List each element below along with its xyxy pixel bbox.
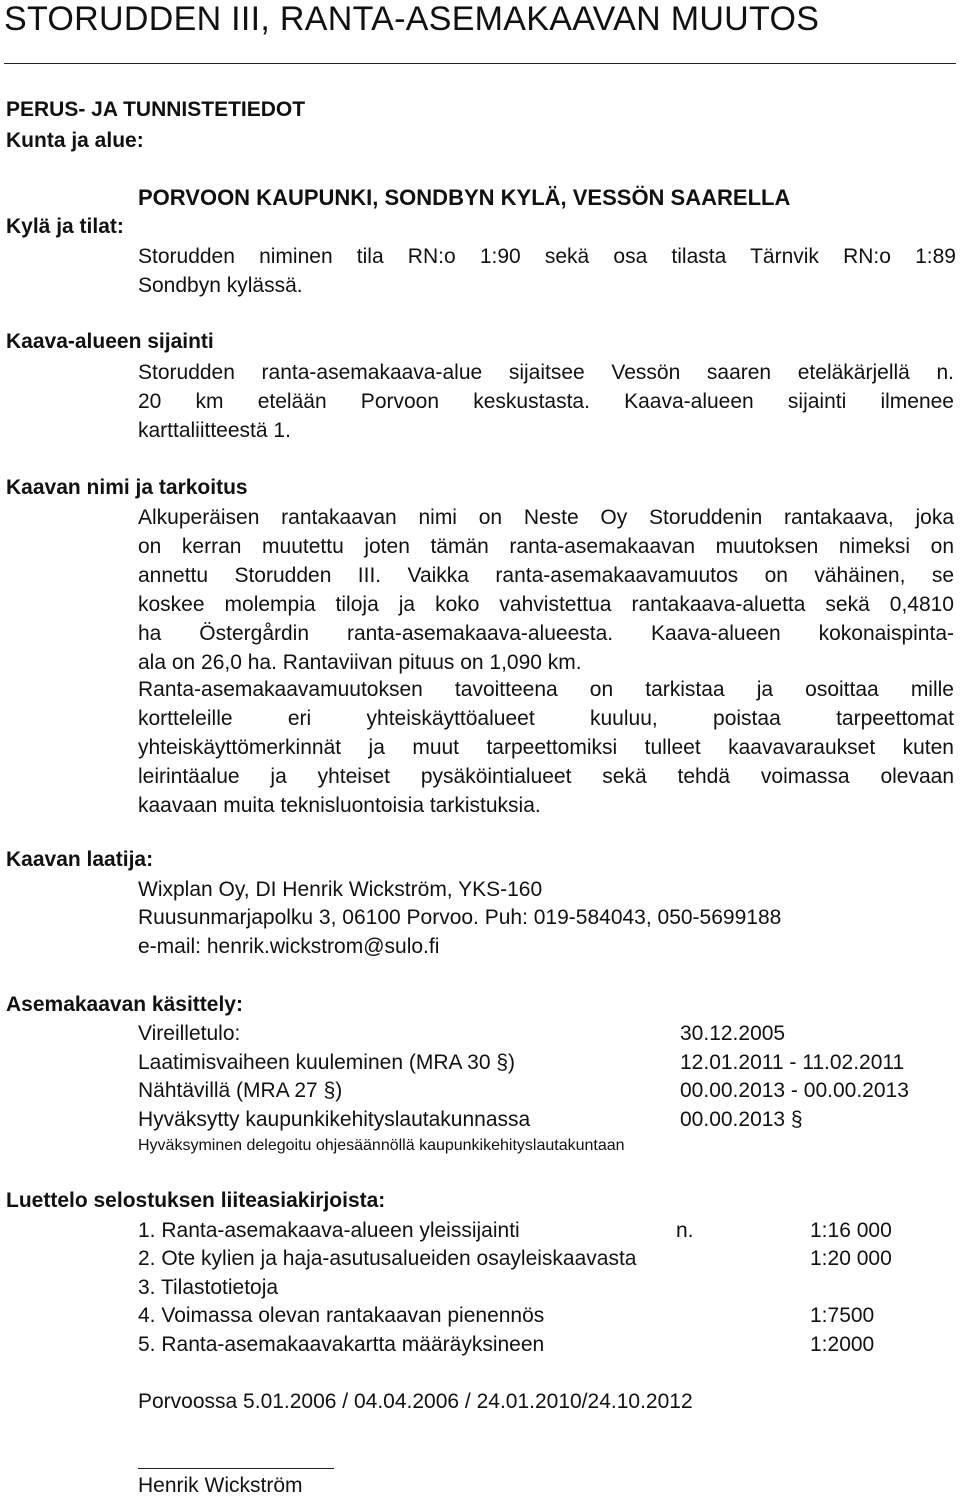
tarkoitus-paragraph-2	[138, 675, 954, 820]
paragraph-line: leirintäalue ja yhteiset pysäköintialueet sekä tehdä voimassa olevaan	[138, 765, 954, 788]
liite-mid: n.	[676, 1219, 694, 1242]
liite-label: 4. Voimassa olevan rantakaavan pienennös	[138, 1304, 545, 1327]
section-heading-tarkoitus: Kaavan nimi ja tarkoitus	[6, 476, 248, 499]
place-date: Porvoossa 5.01.2006 / 04.04.2006 / 24.01.2010/24.10.2012	[138, 1390, 693, 1413]
section-heading-laatija: Kaavan laatija:	[6, 848, 154, 871]
paragraph-line: ala on 26,0 ha. Rantaviivan pituus on 1,090 km.	[138, 651, 582, 674]
kasittely-label: Hyväksytty kaupunkikehityslautakunnassa	[138, 1108, 531, 1131]
title-underline	[4, 63, 956, 64]
liite-label: 5. Ranta-asemakaavakartta määräyksineen	[138, 1333, 545, 1356]
paragraph-line: yhteiskäyttömerkinnät ja muut tarpeettomiksi tulleet kaavavaraukset kuten	[138, 736, 954, 759]
kyla-text	[138, 242, 956, 300]
signature-line	[138, 1468, 334, 1469]
section-heading-sijainti: Kaava-alueen sijainti	[6, 330, 214, 353]
liite-label: 1. Ranta-asemakaava-alueen yleissijainti	[138, 1219, 520, 1242]
kasittely-label: Laatimisvaiheen kuuleminen (MRA 30 §)	[138, 1051, 516, 1074]
paragraph-line: kortteleille eri yhteiskäyttöalueet kuuluu, poistaa tarpeettomat	[138, 707, 954, 730]
liite-label: 3. Tilastotietoja	[138, 1276, 279, 1299]
kunta-label: Kunta ja alue:	[6, 129, 144, 152]
liite-scale: 1:20 000	[810, 1247, 892, 1270]
sijainti-line: Storudden ranta-asemakaava-alue sijaitsee Vessön saaren eteläkärjellä n.	[138, 361, 954, 384]
laatija-line: Ruusunmarjapolku 3, 06100 Porvoo. Puh: 019-584043, 050-5699188	[138, 906, 782, 929]
liite-label: 2. Ote kylien ja haja-asutusalueiden osayleiskaavasta	[138, 1247, 637, 1270]
paragraph-line: kaavaan muita teknisluontoisia tarkistuksia.	[138, 794, 541, 817]
section-heading-perus: PERUS- JA TUNNISTETIEDOT	[6, 98, 306, 121]
kyla-label: Kylä ja tilat:	[6, 215, 124, 238]
tarkoitus-paragraph-1	[138, 503, 954, 677]
kasittely-label: Nähtävillä (MRA 27 §)	[138, 1079, 343, 1102]
paragraph-line: ha Östergårdin ranta-asemakaava-alueesta. Kaava-alueen kokonaispinta-	[138, 622, 954, 645]
kasittely-date: 30.12.2005	[680, 1022, 786, 1045]
paragraph-line: on kerran muutettu joten tämän ranta-asemakaavan muutoksen nimeksi on	[138, 535, 954, 558]
sijainti-text	[138, 358, 954, 445]
sijainti-line: karttaliitteestä 1.	[138, 419, 291, 442]
kunta-value: PORVOON KAUPUNKI, SONDBYN KYLÄ, VESSÖN SAARELLA	[138, 185, 791, 210]
paragraph-line: annettu Storudden III. Vaikka ranta-asemakaavamuutos on vähäinen, se	[138, 564, 954, 587]
paragraph-line: Ranta-asemakaavamuutoksen tavoitteena on tarkistaa ja osoittaa mille	[138, 678, 954, 701]
kasittely-date: 00.00.2013 §	[680, 1108, 803, 1131]
liite-scale: 1:16 000	[810, 1219, 892, 1242]
kasittely-label: Vireilletulo:	[138, 1022, 241, 1045]
liite-scale: 1:2000	[810, 1333, 875, 1356]
section-heading-liitteet: Luettelo selostuksen liiteasiakirjoista:	[6, 1189, 386, 1212]
signature-name: Henrik Wickström	[138, 1474, 303, 1497]
kyla-line: Sondbyn kylässä.	[138, 274, 303, 297]
sijainti-line: 20 km etelään Porvoon keskustasta. Kaava-alueen sijainti ilmenee	[138, 390, 954, 413]
section-heading-kasittely: Asemakaavan käsittely:	[6, 993, 243, 1016]
laatija-line: Wixplan Oy, DI Henrik Wickström, YKS-160	[138, 878, 543, 901]
document-title: STORUDDEN III, RANTA-ASEMAKAAVAN MUUTOS	[4, 0, 820, 38]
kasittely-note: Hyväksyminen delegoitu ohjesäännöllä kaupunkikehityslautakuntaan	[138, 1137, 625, 1154]
paragraph-line: Alkuperäisen rantakaavan nimi on Neste Oy Storuddenin rantakaava, joka	[138, 506, 954, 529]
kyla-line: Storudden niminen tila RN:o 1:90 sekä osa tilasta Tärnvik RN:o 1:89	[138, 245, 956, 268]
kasittely-date: 12.01.2011 - 11.02.2011	[680, 1051, 905, 1074]
kasittely-date: 00.00.2013 - 00.00.2013	[680, 1079, 909, 1102]
liite-scale: 1:7500	[810, 1304, 875, 1327]
laatija-email: e-mail: henrik.wickstrom@sulo.fi	[138, 935, 440, 958]
paragraph-line: koskee molempia tiloja ja koko vahvistettua rantakaava-aluetta sekä 0,4810	[138, 593, 954, 616]
